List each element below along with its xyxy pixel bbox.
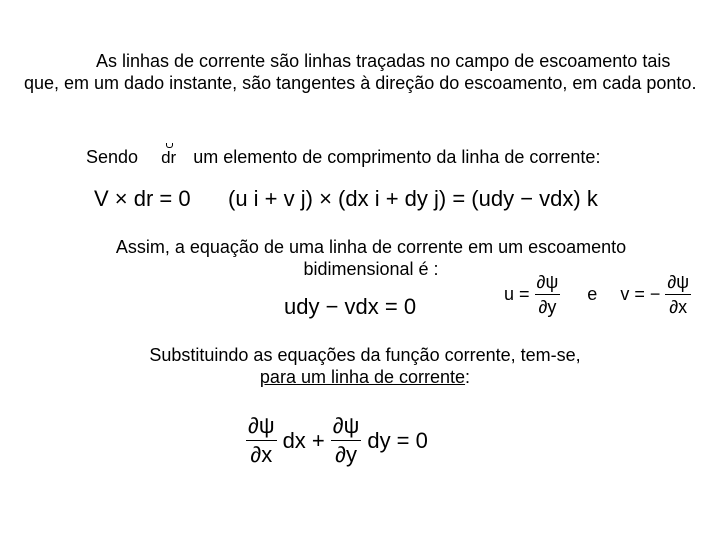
dpsi-dx-fraction [246,414,277,467]
substitution-line2 [90,366,640,388]
v-denominator: ∂x [669,297,688,317]
dr-vector-symbol: dr [161,148,177,167]
v-numerator: ∂ψ [665,272,691,295]
v-fraction [665,272,691,317]
connector-e: e [587,284,598,304]
streamline-equation [284,294,416,320]
dpsi-dy-numerator: ∂ψ [331,414,362,441]
u-lhs: u = [504,284,530,304]
substitution-colon: : [465,367,471,387]
cross-product-rhs: (u i + v j) × (dx i + dy j) = (udy − vdx) k [228,186,598,211]
streamline-line2: bidimensional é : [303,259,439,279]
sendo-description: um elemento de comprimento da linha de corrente: [193,147,601,167]
dpsi-dy-fraction [331,414,362,467]
dpsi-dx-denominator: ∂x [250,442,273,467]
cross-product-equation [94,186,191,212]
streamline-line1: Assim, a equação de uma linha de corrente em um escoamento [115,237,627,257]
cross-product-lhs: V × dr = 0 [94,186,191,211]
sendo-line [86,146,600,169]
cross-product-expansion [228,186,598,212]
streamline-equation-text: udy − vdx = 0 [284,294,417,319]
intro-text: As linhas de corrente são linhas traçadas no campo de escoamento tais que, em um dado instante, são tangentes à direção do escoamento, em cada ponto. [24,51,697,93]
substitution-underlined-text: para um linha de corrente [259,367,466,387]
stream-function-definitions [504,272,691,317]
v-lhs: v = − [620,284,661,304]
u-numerator: ∂ψ [535,272,561,295]
dpsi-dx-numerator: ∂ψ [246,414,277,441]
sendo-word: Sendo [86,147,139,167]
dpsi-dy-denominator: ∂y [335,442,357,467]
u-fraction [535,272,561,317]
dy-term: dy = 0 [367,427,428,453]
u-denominator: ∂y [538,297,557,317]
intro-paragraph [24,50,704,94]
final-equation [246,414,428,467]
substitution-paragraph [90,344,640,388]
dx-term: dx + [282,427,325,453]
substitution-line1: Substituindo as equações da função corrente, tem-se, [149,345,581,365]
